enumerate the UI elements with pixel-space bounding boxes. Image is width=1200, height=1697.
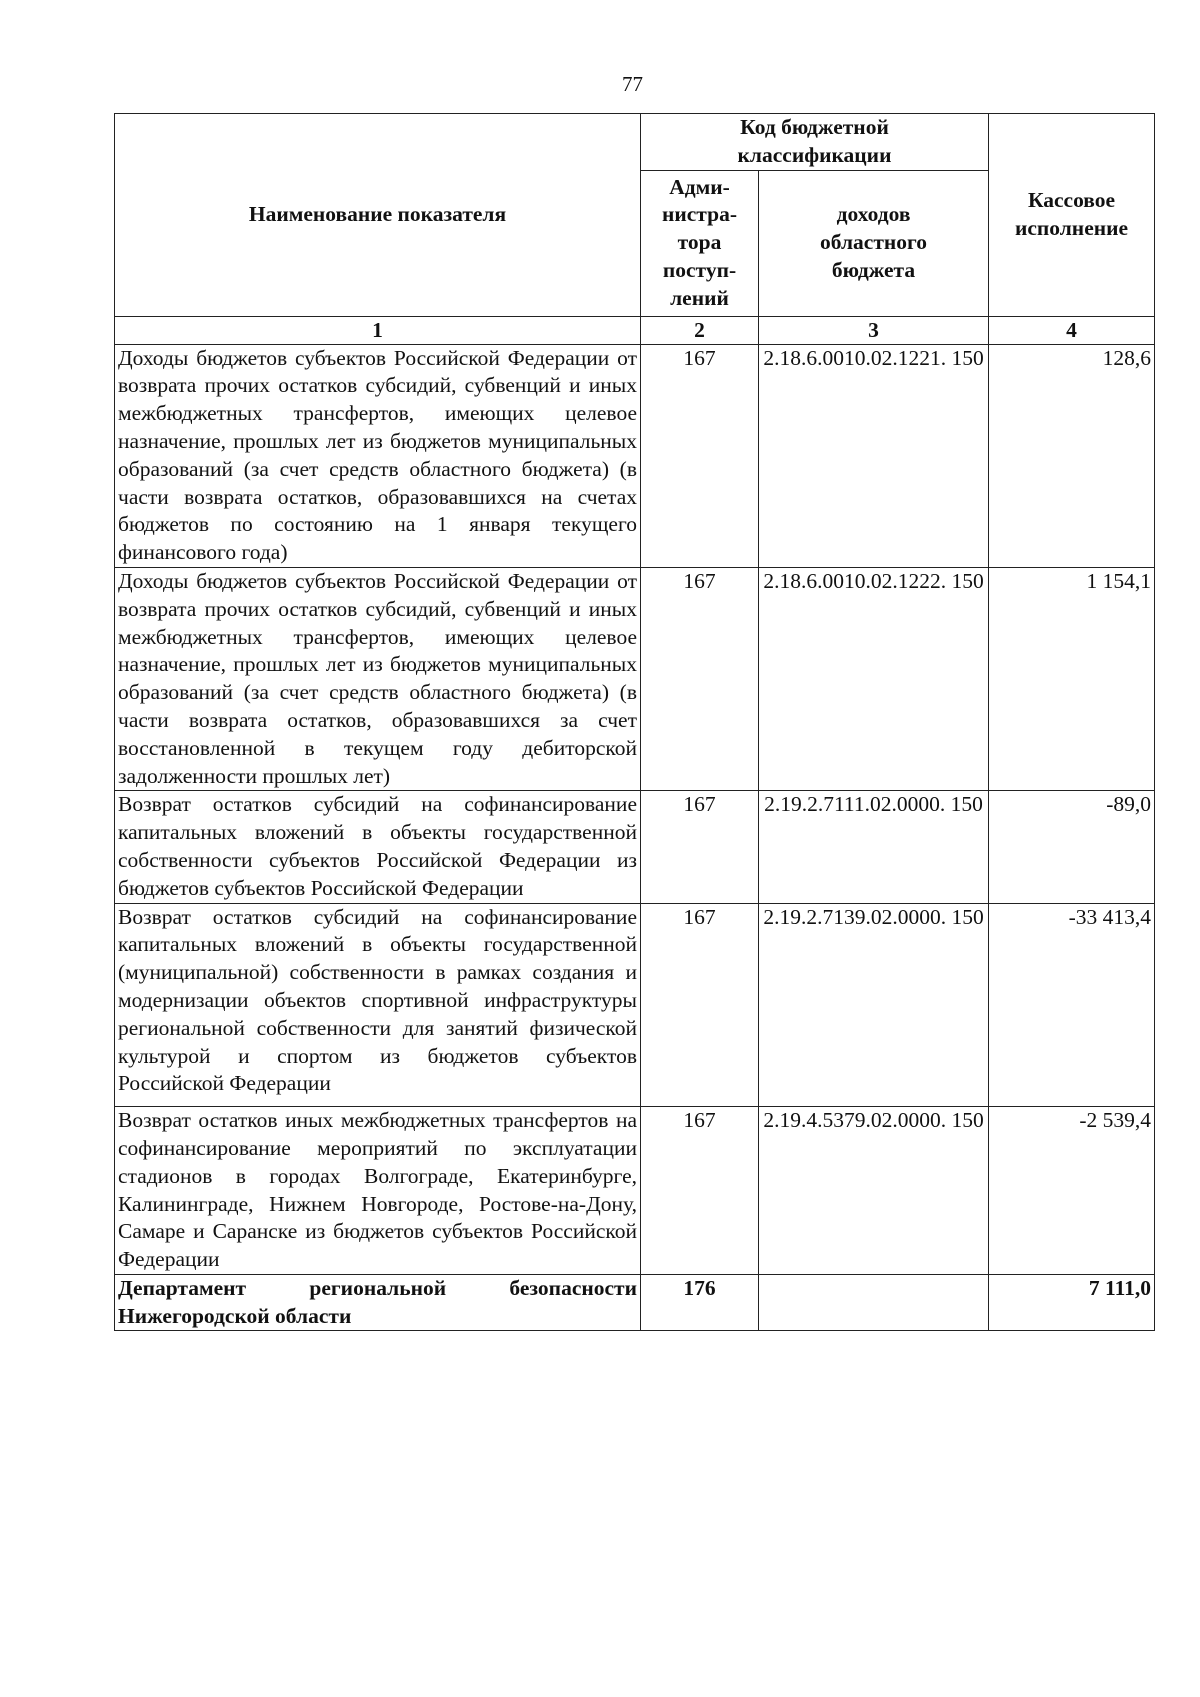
column-number-3: 3 <box>759 316 989 344</box>
row-admin-code: 167 <box>641 791 759 903</box>
column-number-2: 2 <box>641 316 759 344</box>
row-income-code: 2.19.2.7139.02.0000. 150 <box>759 903 989 1107</box>
budget-table <box>114 113 1155 1331</box>
header-row-1 <box>115 114 1155 171</box>
header-code-group: Код бюджетной классификации <box>641 114 989 171</box>
row-income-code: 2.18.6.0010.02.1222. 150 <box>759 567 989 790</box>
row-amount: 1 154,1 <box>989 567 1155 790</box>
header-administrator: Адми-нистра-тора поступ-лений <box>641 170 759 316</box>
row-income-code <box>759 1274 989 1331</box>
table-row <box>115 344 1155 567</box>
column-number-row <box>115 316 1155 344</box>
row-amount: -33 413,4 <box>989 903 1155 1107</box>
row-name: Возврат остатков иных межбюджетных трансфертов на софинансирование мероприятий по эксплуатации стадионов в городах Волгограде, Екатеринбурге, Калининграде, Нижнем Новгороде, Ростове-на-Дону, Самаре и Саранске из бюджетов субъектов Российской Федерации <box>115 1107 641 1275</box>
row-name: Возврат остатков субсидий на софинансирование капитальных вложений в объекты государственной собственности субъектов Российской Федерации из бюджетов субъектов Российской Федерации <box>115 791 641 903</box>
row-admin-code: 176 <box>641 1274 759 1331</box>
header-cash-execution: Кассовое исполнение <box>989 114 1155 317</box>
row-name: Департамент региональной безопасности Нижегородской области <box>115 1274 641 1331</box>
row-amount: 128,6 <box>989 344 1155 567</box>
column-number-4: 4 <box>989 316 1155 344</box>
table-row <box>115 903 1155 1107</box>
page-number: 77 <box>622 72 643 96</box>
row-admin-code: 167 <box>641 567 759 790</box>
row-name: Доходы бюджетов субъектов Российской Федерации от возврата прочих остатков субсидий, субвенций и иных межбюджетных трансфертов, имеющих целевое назначение, прошлых лет из бюджетов муниципальных образований (за счет средств областного бюджета) (в части возврата остатков, образовавшихся на счетах бюджетов по состоянию на 1 января текущего финансового года) <box>115 344 641 567</box>
row-amount: -2 539,4 <box>989 1107 1155 1275</box>
table-row <box>115 791 1155 903</box>
table-row-department <box>115 1274 1155 1331</box>
row-amount: -89,0 <box>989 791 1155 903</box>
row-income-code: 2.19.4.5379.02.0000. 150 <box>759 1107 989 1275</box>
row-income-code: 2.18.6.0010.02.1221. 150 <box>759 344 989 567</box>
table-row <box>115 1107 1155 1275</box>
table-row <box>115 567 1155 790</box>
row-admin-code: 167 <box>641 1107 759 1275</box>
row-admin-code: 167 <box>641 903 759 1107</box>
row-amount: 7 111,0 <box>989 1274 1155 1331</box>
row-name: Возврат остатков субсидий на софинансирование капитальных вложений в объекты государственной (муниципальной) собственности в рамках создания и модернизации объектов спортивной инфраструктуры региональной собственности для занятий физической культурой и спортом из бюджетов субъектов Российской Федерации <box>115 903 641 1107</box>
row-admin-code: 167 <box>641 344 759 567</box>
row-income-code: 2.19.2.7111.02.0000. 150 <box>759 791 989 903</box>
header-income-code: доходов областного бюджета <box>759 170 989 316</box>
column-number-1: 1 <box>115 316 641 344</box>
header-indicator-name: Наименование показателя <box>115 114 641 317</box>
row-name: Доходы бюджетов субъектов Российской Федерации от возврата прочих остатков субсидий, субвенций и иных межбюджетных трансфертов, имеющих целевое назначение, прошлых лет из бюджетов муниципальных образований (за счет средств областного бюджета) (в части возврата остатков, образовавшихся за счет восстановленной в текущем году дебиторской задолженности прошлых лет) <box>115 567 641 790</box>
